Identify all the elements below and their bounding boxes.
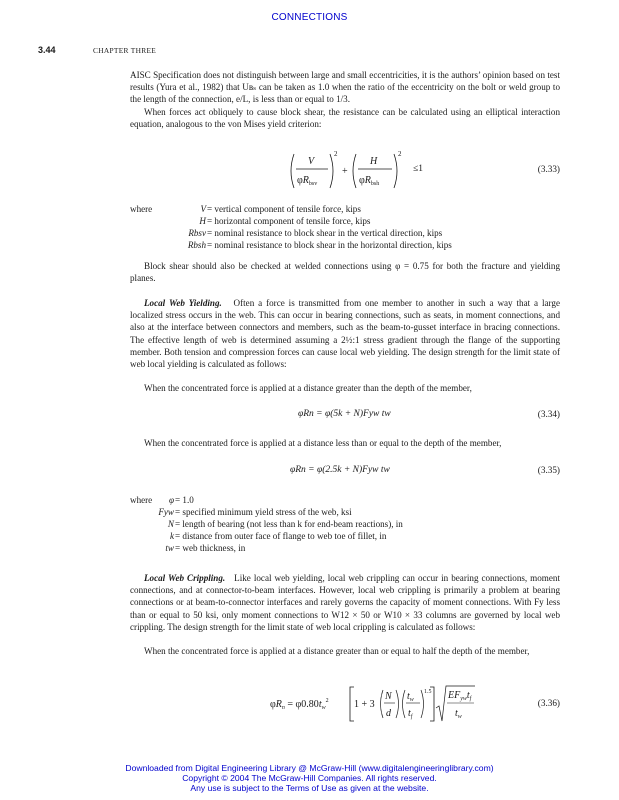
equation-number: (3.36) [537, 698, 560, 708]
equation-number: (3.34) [537, 409, 560, 419]
svg-text:H: H [370, 156, 378, 167]
paragraph-local-web-yielding [130, 297, 560, 370]
svg-text:φRn = φ0.80tw2: $\varphi R_n = \varphi 0.80t_w^2$ [270, 698, 329, 711]
equation-3-36-text [130, 684, 131, 685]
paragraph-2: When forces act obliquely to cause block shear, the resistance can be calculated using an elliptical interaction equation, analogous to the von Mises yield criterion: [130, 107, 560, 130]
footer-download-link[interactable]: Downloaded from Digital Engineering Library @ McGraw-Hill (www.digitalengineeringlibrary.com) [125, 763, 494, 773]
footer [0, 763, 619, 793]
paragraph-body: Often a force is transmitted from one member to another in such a way that a large localized stress occurs in the web. This can occur in bearing connections, such as seats, in moment connections, and also at the interface between connectors and members, such as the beam-to-gusset interface in bracing connections. The effective length of web is determined assuming a 2½:1 stress gradient through the flange of the supporting member. Both tension and compression forces can cause local web yielding. The design strength for the limit state of web local yielding is calculated as follows: [130, 298, 560, 370]
where-item: V = vertical component of tensile force, kips [200, 204, 361, 214]
equation-3-34-body: φRn = φ(5k + N)Fyw tw [298, 409, 391, 419]
where-item: N = length of bearing (not less than k for end-beam reactions), in [167, 519, 403, 529]
section-heading: Local Web Yielding. [144, 298, 222, 308]
equation-3-36 [130, 684, 560, 724]
svg-text:V: V [308, 156, 315, 167]
where-item: H = horizontal component of tensile force, kips [199, 216, 371, 226]
equation-3-36-graphic [270, 684, 475, 724]
equation-number: (3.33) [537, 164, 560, 174]
where-item: Fyw = specified minimum yield stress of the web, ksi [158, 507, 352, 517]
svg-text:2: 2 [334, 150, 338, 158]
equation-3-33 [130, 150, 560, 192]
equation-number: (3.35) [537, 465, 560, 475]
paragraph-1: AISC Specification does not distinguish between large and small eccentricities, it is the authors’ opinion based on test results (Yura et al., 1982) that Uʙₛ can be taken as 1.0 when the ratio of the eccentricity on the bolt or weld group to the length of the connection, e/L, is less than or equal to 1/3. [130, 70, 560, 105]
equation-3-33-graphic [288, 150, 408, 192]
svg-text:φRbsv: $\varphi R_{bsv}$ [297, 175, 318, 187]
svg-text:N: N [385, 691, 392, 702]
svg-text:d: d [386, 708, 391, 719]
svg-text:1 + 3: 1 + 3 [354, 699, 375, 710]
where-item: Rbsv = nominal resistance to block shear in the vertical direction, kips [188, 228, 443, 238]
svg-text:tf: $t_f$ [408, 708, 413, 720]
chapter-title: CHAPTER THREE [93, 46, 157, 55]
equation-3-35 [130, 465, 560, 479]
where-label: where [130, 204, 153, 214]
svg-text:tw: $t_w$ [407, 691, 414, 703]
page-number: 3.44 [38, 45, 56, 55]
paragraph-6: When the concentrated force is applied at a distance less than or equal to the depth of the member, [144, 438, 502, 448]
paragraph-local-web-crippling [130, 572, 560, 633]
running-head: CONNECTIONS [271, 12, 348, 23]
equation-3-34 [130, 409, 560, 423]
where-item: φ = 1.0 [168, 495, 194, 505]
where-item: tw = web thickness, in [165, 543, 246, 553]
footer-copyright: Copyright © 2004 The McGraw-Hill Companies. All rights reserved. [182, 773, 437, 783]
section-heading: Local Web Crippling. [144, 573, 226, 583]
paragraph-8: When the concentrated force is applied at a distance greater than or equal to half the depth of the member, [144, 646, 530, 656]
svg-text:2: 2 [398, 150, 402, 158]
svg-text:EFywtf: $EF_{yw}t_f$ [448, 690, 472, 702]
where-label: where [130, 495, 153, 505]
svg-text:φRbsh: $\varphi R_{bsh}$ [359, 175, 380, 187]
paragraph-body: Like local web yielding, local web crippling can occur in bearing connections, moment connections, and at connector-to-beam interfaces. However, local web crippling is primarily a problem at bearing connections or at beam-to-connector interfaces and rarely governs the capacity of moment connections. With Fy less than or equal to 50 ksi, only moment connections to W12 × 50 or W10 × 33 columns are governed by local web crippling. The design strength for the limit state of web local crippling is calculated as follows: [130, 573, 560, 632]
equation-3-33-rhs: ≤1 [413, 164, 423, 174]
paragraph-5: When the concentrated force is applied at a distance greater than the depth of the member, [144, 383, 472, 393]
footer-terms-link[interactable]: Any use is subject to the Terms of Use as given at the website. [190, 783, 429, 793]
paragraph-3: Block shear should also be checked at welded connections using φ = 0.75 for both the fracture and yielding planes. [130, 261, 560, 284]
where-item: k = distance from outer face of flange to web toe of fillet, in [169, 531, 387, 541]
where-item: Rbsh = nominal resistance to block shear in the horizontal direction, kips [187, 240, 452, 250]
svg-text:tw: $t_w$ [455, 708, 462, 720]
svg-text:+: + [342, 166, 348, 177]
equation-3-35-body: φRn = φ(2.5k + N)Fyw tw [290, 465, 390, 475]
svg-text:1.5: 1.5 [424, 689, 432, 695]
